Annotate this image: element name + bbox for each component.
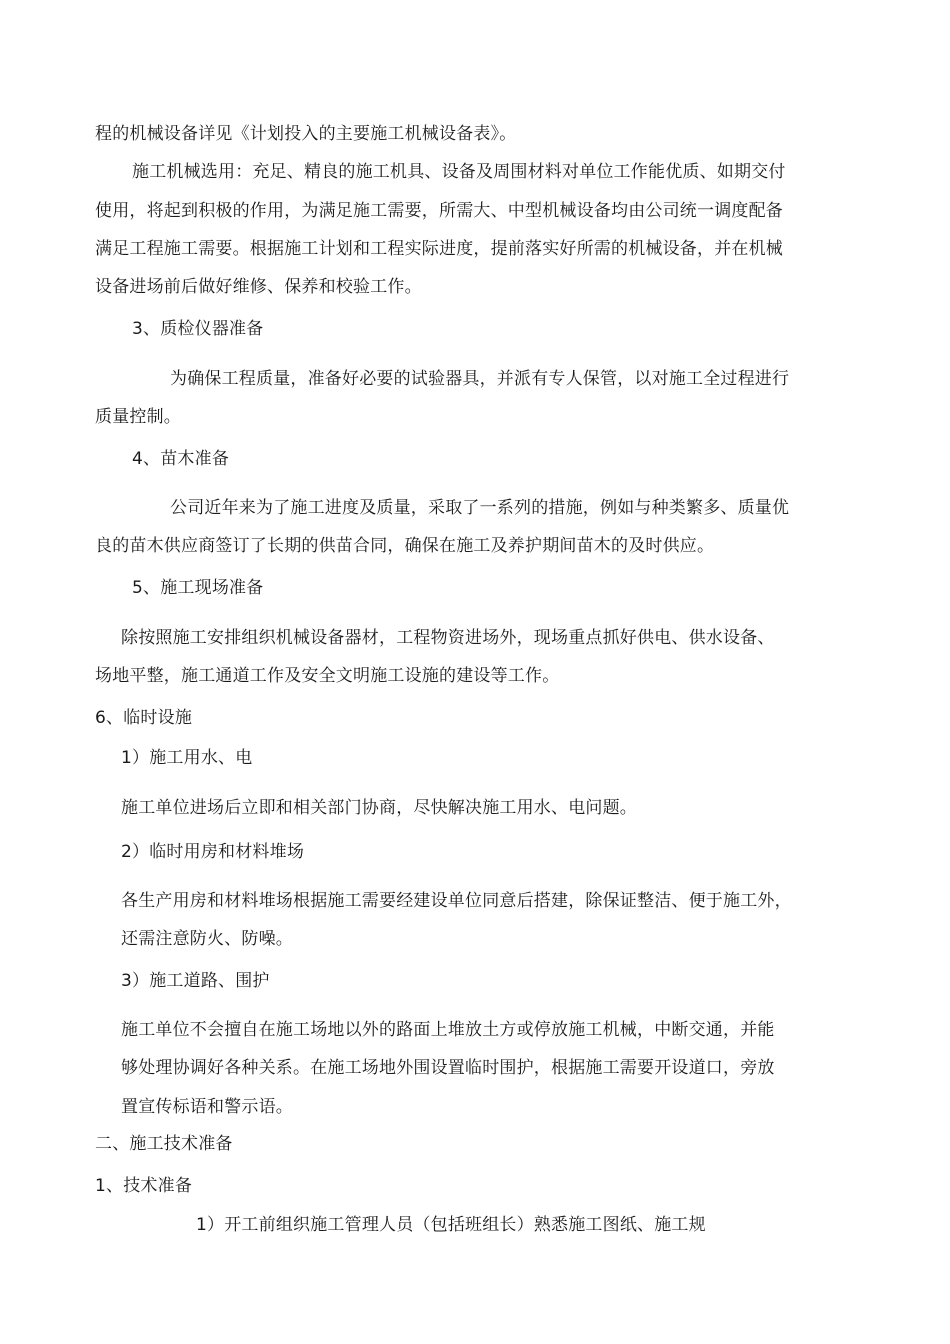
paragraph-line: 施工机械选用：充足、精良的施工机具、设备及周围材料对单位工作能优质、如期交付 [132,162,786,182]
subsection-heading: 1）施工用水、电 [121,748,253,768]
section-heading: 4、苗木准备 [132,449,230,469]
paragraph-line: 置宣传标语和警示语。 [121,1097,293,1117]
paragraph-line: 场地平整，施工通道工作及安全文明施工设施的建设等工作。 [95,666,560,686]
section-heading: 3、质检仪器准备 [132,319,264,339]
paragraph-line: 还需注意防火、防噪。 [121,929,293,949]
subsection-heading: 3）施工道路、围护 [121,971,270,991]
paragraph-line: 程的机械设备详见《计划投入的主要施工机械设备表》。 [95,124,517,144]
paragraph-line: 除按照施工安排组织机械设备器材，工程物资进场外，现场重点抓好供电、供水设备、 [121,628,775,648]
chapter-heading: 二、施工技术准备 [95,1134,233,1154]
paragraph-line: 各生产用房和材料堆场根据施工需要经建设单位同意后搭建，除保证整洁、便于施工外， [121,891,792,911]
paragraph-line: 施工单位进场后立即和相关部门协商，尽快解决施工用水、电问题。 [121,798,637,818]
section-heading: 5、施工现场准备 [132,578,264,598]
paragraph-line: 满足工程施工需要。根据施工计划和工程实际进度，提前落实好所需的机械设备，并在机械 [95,239,783,259]
paragraph-line: 使用，将起到积极的作用，为满足施工需要，所需大、中型机械设备均由公司统一调度配备 [95,201,783,221]
section-heading: 1、技术准备 [95,1176,193,1196]
paragraph-line: 够处理协调好各种关系。在施工场地外围设置临时围护，根据施工需要开设道口，旁放 [121,1058,775,1078]
paragraph-line: 施工单位不会擅自在施工场地以外的路面上堆放土方或停放施工机械，中断交通，并能 [121,1020,775,1040]
list-item: 1）开工前组织施工管理人员（包括班组长）熟悉施工图纸、施工规 [196,1215,706,1235]
paragraph-line: 为确保工程质量，准备好必要的试验器具，并派有专人保管，以对施工全过程进行 [170,369,790,389]
section-heading: 6、临时设施 [95,708,193,728]
paragraph-line: 质量控制。 [95,407,181,427]
paragraph-line: 公司近年来为了施工进度及质量，采取了一系列的措施，例如与种类繁多、质量优 [170,498,790,518]
subsection-heading: 2）临时用房和材料堆场 [121,842,305,862]
paragraph-line: 良的苗木供应商签订了长期的供苗合同，确保在施工及养护期间苗木的及时供应。 [95,536,715,556]
paragraph-line: 设备进场前后做好维修、保养和校验工作。 [95,277,422,297]
